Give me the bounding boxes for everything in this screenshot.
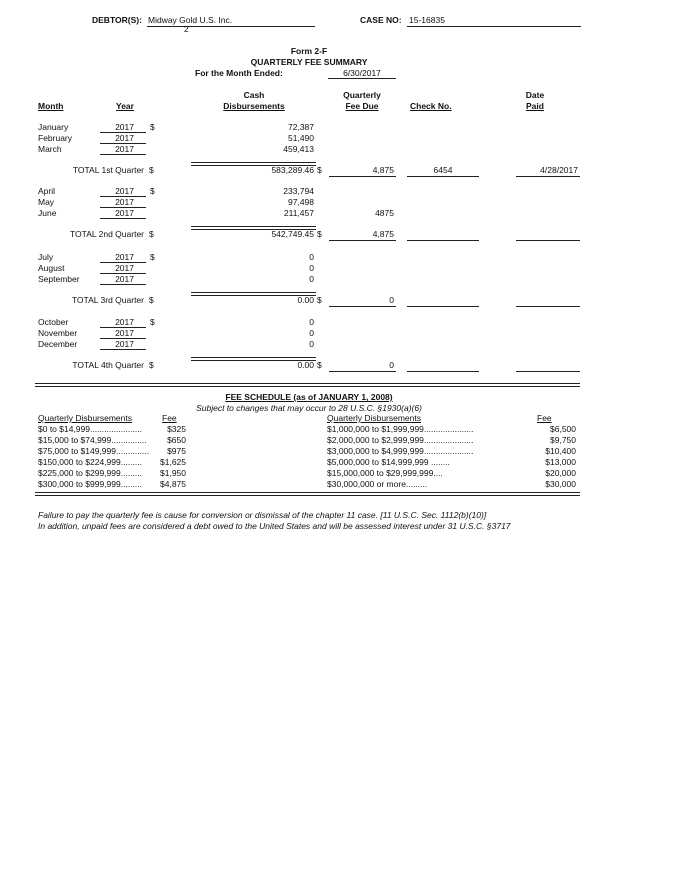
fee-range: $150,000 to $224,999......... (38, 457, 142, 467)
fee-amount: $30,000 (545, 479, 576, 489)
cash-amount: 0 (309, 274, 314, 284)
month-name: May (38, 197, 55, 207)
month-year: 2017 (115, 263, 134, 273)
currency-symbol: $ (150, 122, 155, 132)
fee-schedule-rule-bottom (35, 492, 580, 496)
monthly-fee: 4875 (375, 208, 394, 218)
fee-schedule-subtitle: Subject to changes that may occur to 28 U.S.C. §1930(a)(6) (196, 403, 422, 413)
fee-amount: $13,000 (545, 457, 576, 467)
month-year: 2017 (115, 133, 134, 143)
fee-range: $0 to $14,999...................... (38, 424, 142, 434)
currency-symbol: $ (149, 295, 154, 305)
month-year: 2017 (115, 122, 134, 132)
quarter-total-amount: 542,749.45 (271, 229, 314, 239)
cash-amount: 211,457 (283, 208, 314, 218)
fee-amount: $650 (167, 435, 186, 445)
currency-symbol: $ (150, 252, 155, 262)
currency-symbol: $ (150, 186, 155, 196)
quarter-total-label: TOTAL 1st Quarter (72, 165, 144, 175)
currency-symbol: $ (317, 295, 322, 305)
case-label: CASE NO: (360, 15, 402, 25)
fee-amount: $4,875 (160, 479, 186, 489)
check-number: 6454 (433, 165, 453, 175)
quarterly-fee-due: 4,875 (372, 165, 394, 175)
cash-amount: 233,794 (283, 186, 314, 196)
month-name: September (38, 274, 80, 284)
quarterly-fee-due: 0 (389, 295, 394, 305)
case-value: 15-16835 (409, 15, 445, 25)
col-month: Month (38, 101, 64, 111)
quarterly-fee-due: 4,875 (372, 229, 394, 239)
fee-range: $1,000,000 to $1,999,999..................... (327, 424, 474, 434)
fee-schedule-rule-top (35, 383, 580, 387)
fee-range: $30,000,000 or more......... (327, 479, 428, 489)
month-name: December (38, 339, 78, 349)
month-name: June (38, 208, 57, 218)
month-ended-label: For the Month Ended: (195, 68, 283, 78)
fee-col-fee-right: Fee (537, 413, 552, 423)
month-name: March (38, 144, 62, 154)
col-check: Check No. (410, 101, 452, 111)
debtor-label: DEBTOR(S): (92, 15, 142, 25)
fee-col-fee-left: Fee (162, 413, 177, 423)
fee-col-disbursements-left: Quarterly Disbursements (38, 413, 133, 423)
quarter-total-amount: 0.00 (297, 295, 314, 305)
fee-schedule-title: FEE SCHEDULE (as of JANUARY 1, 2008) (225, 392, 393, 402)
month-year: 2017 (115, 197, 134, 207)
fee-range: $15,000 to $74,999............... (38, 435, 147, 445)
cash-amount: 0 (309, 252, 314, 262)
fee-range: $75,000 to $149,999.............. (38, 446, 150, 456)
fee-amount: $325 (167, 424, 186, 434)
month-year: 2017 (115, 274, 134, 284)
fee-amount: $975 (167, 446, 186, 456)
footer-note-line-2: In addition, unpaid fees are considered a debt owed to the United States and will be assessed interest under 31 U.S.C. §3717 (38, 521, 511, 531)
quarter-total-amount: 583,289.46 (271, 165, 314, 175)
month-year: 2017 (115, 317, 134, 327)
fee-range: $300,000 to $999,999......... (38, 479, 142, 489)
cash-amount: 459,413 (283, 144, 314, 154)
month-ended-value: 6/30/2017 (343, 68, 381, 78)
currency-symbol: $ (150, 317, 155, 327)
cash-amount: 0 (309, 317, 314, 327)
fee-amount: $6,500 (550, 424, 576, 434)
form-title: QUARTERLY FEE SUMMARY (250, 57, 368, 67)
fee-range: $3,000,000 to $4,999,999..................... (327, 446, 474, 456)
cash-amount: 97,498 (288, 197, 314, 207)
month-name: February (38, 133, 73, 143)
cash-amount: 0 (309, 328, 314, 338)
month-name: July (38, 252, 54, 262)
month-year: 2017 (115, 186, 134, 196)
month-ended-underline (328, 78, 396, 79)
currency-symbol: $ (149, 360, 154, 370)
fee-range: $15,000,000 to $29,999,999.... (327, 468, 443, 478)
fee-amount: $20,000 (545, 468, 576, 478)
currency-symbol: $ (317, 165, 322, 175)
col-date-1: Date (525, 90, 545, 100)
month-name: August (38, 263, 65, 273)
form-name: Form 2-F (290, 46, 328, 56)
month-year: 2017 (115, 328, 134, 338)
currency-symbol: $ (317, 229, 322, 239)
quarter-total-label: TOTAL 4th Quarter (72, 360, 144, 370)
date-paid: 4/28/2017 (540, 165, 578, 175)
cash-amount: 51,490 (288, 133, 314, 143)
month-name: April (38, 186, 56, 196)
fee-range: $5,000,000 to $14,999,999 ........ (327, 457, 450, 467)
case-underline (407, 26, 581, 27)
quarter-total-label: TOTAL 3rd Quarter (71, 295, 144, 305)
fee-col-disbursements-right: Quarterly Disbursements (327, 413, 422, 423)
fee-amount: $10,400 (545, 446, 576, 456)
debtor-value: Midway Gold U.S. Inc. (148, 15, 233, 25)
cash-amount: 0 (309, 339, 314, 349)
col-year: Year (116, 101, 134, 111)
debtor-underline (147, 26, 315, 27)
currency-symbol: $ (317, 360, 322, 370)
fee-amount: $1,625 (160, 457, 186, 467)
quarter-total-label: TOTAL 2nd Quarter (69, 229, 144, 239)
month-year: 2017 (115, 208, 134, 218)
quarterly-fee-due: 0 (389, 360, 394, 370)
cash-amount: 72,387 (288, 122, 314, 132)
month-year: 2017 (115, 339, 134, 349)
fee-range: $225,000 to $299,999......... (38, 468, 142, 478)
month-name: January (38, 122, 69, 132)
month-year: 2017 (115, 144, 134, 154)
col-cash-2: Disbursements (223, 101, 285, 111)
month-name: November (38, 328, 78, 338)
currency-symbol: $ (149, 165, 154, 175)
fee-range: $2,000,000 to $2,999,999..................... (327, 435, 474, 445)
currency-symbol: $ (149, 229, 154, 239)
col-qfee-1: Quarterly (343, 90, 381, 100)
col-qfee-2: Fee Due (345, 101, 379, 111)
footer-note-line-1: Failure to pay the quarterly fee is cause for conversion or dismissal of the chapter 11 case. [11 U.S.C. Sec. 1112(b)(10)] (38, 510, 487, 520)
month-name: October (38, 317, 69, 327)
fee-amount: $9,750 (550, 435, 576, 445)
month-year: 2017 (115, 252, 134, 262)
col-cash-1: Cash (243, 90, 265, 100)
col-date-2: Paid (526, 101, 544, 111)
quarter-total-amount: 0.00 (297, 360, 314, 370)
debtor-sub: 2 (184, 24, 189, 34)
cash-amount: 0 (309, 263, 314, 273)
fee-amount: $1,950 (160, 468, 186, 478)
